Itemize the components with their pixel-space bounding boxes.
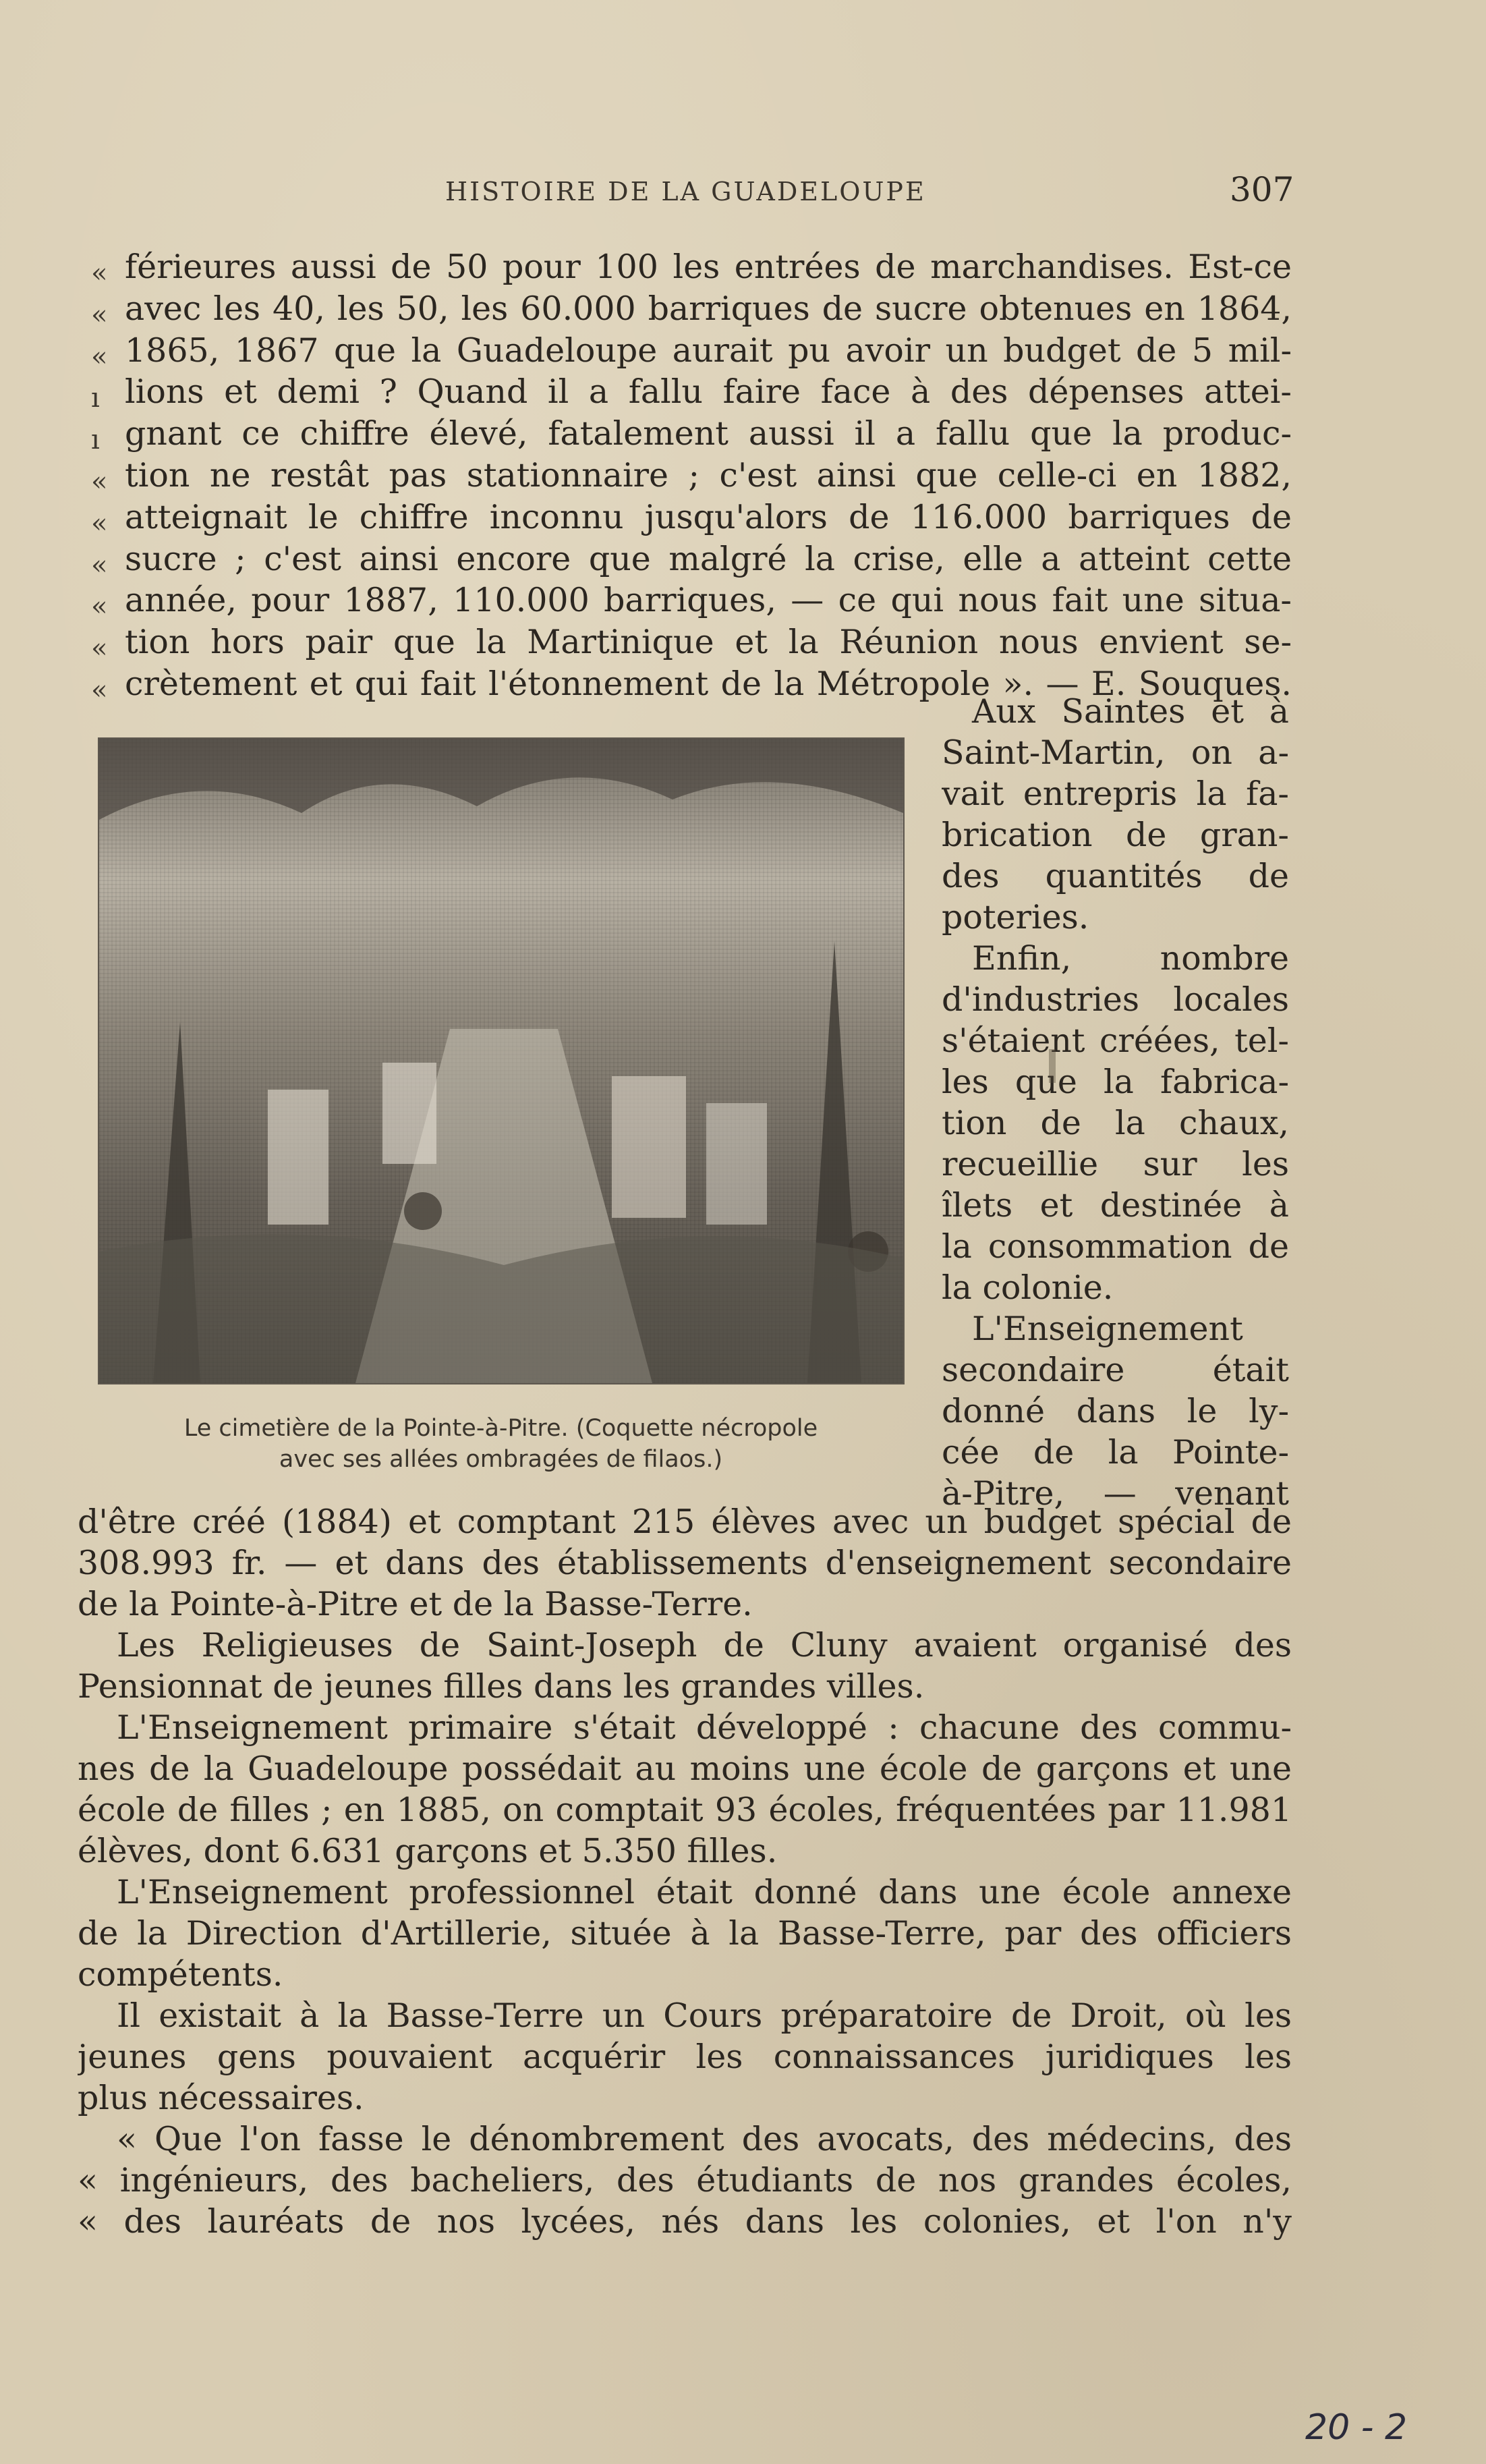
text-line: vait entrepris la fa- — [942, 775, 1289, 813]
text-line: compétents. — [78, 1955, 283, 1994]
text-line: Il existait à la Basse-Terre un Cours préparatoire de Droit, où les — [117, 1996, 1292, 2035]
body-paragraphs — [78, 1501, 1292, 2242]
quote-mark: « — [91, 299, 108, 331]
margin-mark — [1049, 1049, 1056, 1083]
text-line: tion ne restât pas stationnaire ; c'est ainsi que celle-ci en 1882, — [125, 455, 1292, 495]
text-line: à-Pitre, — venant — [942, 1474, 1289, 1513]
text-line: L'Enseignement — [972, 1310, 1243, 1348]
page-number: 307 — [1230, 170, 1294, 209]
text-line: lions et demi ? Quand il a fallu faire face à des dépenses attei- — [125, 372, 1292, 412]
text-line: donné dans le ly- — [942, 1392, 1289, 1430]
text-line: sucre ; c'est ainsi encore que malgré la crise, elle a atteint cette — [125, 539, 1292, 578]
text-line: jeunes gens pouvaient acquérir les connaissances juridiques les — [78, 2038, 1292, 2076]
text-line: férieures aussi de 50 pour 100 les entrées de marchandises. Est-ce — [125, 248, 1292, 286]
text-line: les que la fabrica- — [942, 1063, 1289, 1101]
text-line: des quantités de — [942, 857, 1289, 895]
quote-mark: ı — [91, 424, 100, 456]
text-line: d'être créé (1884) et comptant 215 élèves avec un budget spécial de — [78, 1503, 1292, 1541]
text-line: élèves, dont 6.631 garçons et 5.350 filles. — [78, 1832, 778, 1870]
text-line: Saint-Martin, on a- — [942, 733, 1289, 772]
text-line: « des lauréats de nos lycées, nés dans les colonies, et l'on n'y — [78, 2202, 1292, 2241]
text-line: L'Enseignement primaire s'était développé : chacune des commu- — [117, 1708, 1292, 1747]
text-line: secondaire était — [942, 1351, 1289, 1389]
text-line: Enfin, nombre — [972, 939, 1289, 978]
quote-mark: « — [91, 341, 108, 372]
text-line: la colonie. — [942, 1268, 1114, 1307]
quote-mark: « — [91, 549, 108, 581]
text-line: « ingénieurs, des bacheliers, des étudiants de nos grandes écoles, — [78, 2161, 1292, 2200]
text-line: L'Enseignement professionnel était donné dans une école annexe — [117, 1873, 1292, 1911]
quote-mark: « — [91, 507, 108, 539]
text-line: plus nécessaires. — [78, 2079, 364, 2117]
photo-illustration — [99, 739, 903, 1383]
text-line: avec les 40, les 50, les 60.000 barriques de sucre obtenues en 1864, — [125, 289, 1292, 328]
text-line: recueillie sur les — [942, 1145, 1289, 1183]
text-line: crètement et qui fait l'étonnement de la Métropole ». — E. Souques. — [125, 664, 1292, 703]
running-title: HISTOIRE DE LA GUADELOUPE — [445, 177, 926, 206]
text-line: tion de la chaux, — [942, 1104, 1289, 1142]
caption-line: avec ses allées ombragées de filaos.) — [279, 1446, 723, 1473]
text-line: Les Religieuses de Saint-Joseph de Cluny avaient organisé des — [117, 1626, 1292, 1664]
text-line: Pensionnat de jeunes filles dans les grandes villes. — [78, 1667, 925, 1706]
quote-mark: « — [91, 674, 108, 706]
quote-marks-column — [91, 253, 118, 712]
text-line: Aux Saintes et à — [972, 692, 1289, 731]
quote-mark: ı — [91, 383, 100, 414]
text-line: de la Pointe-à-Pitre et de la Basse-Terre. — [78, 1585, 753, 1623]
text-line: gnant ce chiffre élevé, fatalement aussi il a fallu que la produc- — [125, 414, 1292, 453]
text-line: tion hors pair que la Martinique et la Réunion nous envient se- — [125, 623, 1292, 662]
text-line: école de filles ; en 1885, on comptait 93 écoles, fréquentées par 11.981 — [78, 1791, 1292, 1829]
text-line: poteries. — [942, 898, 1089, 936]
quote-mark: « — [91, 258, 108, 289]
text-line: la consommation de — [942, 1227, 1289, 1266]
text-line: brication de gran- — [942, 816, 1289, 854]
text-line: 308.993 fr. — et dans des établissements d'enseignement secondaire — [78, 1544, 1292, 1582]
text-line: îlets et destinée à — [942, 1186, 1289, 1225]
quotation-paragraph — [125, 246, 1292, 705]
handwritten-pencil-note: 20 - 2 — [1305, 2407, 1408, 2448]
quote-mark: « — [91, 466, 108, 497]
quote-mark: « — [91, 591, 108, 623]
text-line: « Que l'on fasse le dénombrement des avocats, des médecins, des — [117, 2120, 1292, 2158]
quote-mark: « — [91, 633, 108, 665]
text-line: s'étaient créées, tel- — [942, 1021, 1289, 1060]
text-line: 1865, 1867 que la Guadeloupe aurait pu avoir un budget de 5 mil- — [125, 331, 1292, 370]
figure-caption — [88, 1413, 914, 1475]
text-line: atteignait le chiffre inconnu jusqu'alors de 116.000 barriques de — [125, 497, 1292, 536]
text-line: de la Direction d'Artillerie, située à la Basse-Terre, par des officiers — [78, 1914, 1292, 1953]
text-line: nes de la Guadeloupe possédait au moins une école de garçons et une — [78, 1749, 1292, 1788]
text-line: d'industries locales — [942, 980, 1289, 1019]
side-column-text — [942, 691, 1289, 1514]
text-line: cée de la Pointe- — [942, 1433, 1289, 1472]
text-line: année, pour 1887, 110.000 barriques, — ce qui nous fait une situa- — [125, 581, 1292, 620]
cemetery-photograph — [98, 737, 905, 1384]
caption-line: Le cimetière de la Pointe-à-Pitre. (Coquette nécropole — [183, 1415, 818, 1442]
